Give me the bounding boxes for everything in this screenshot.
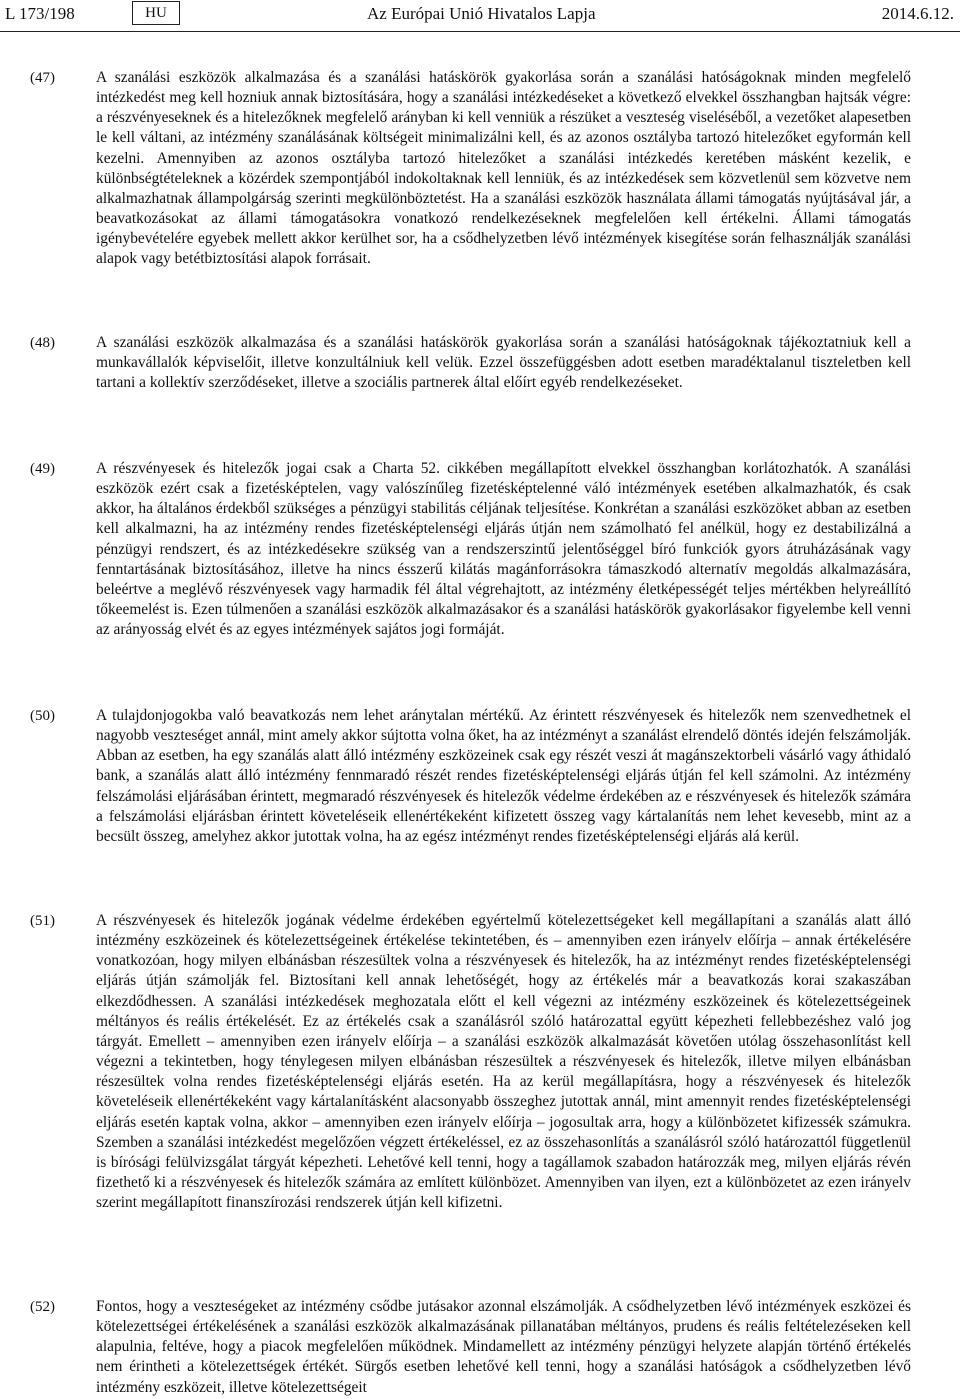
recital-number: (50): [30, 708, 55, 724]
recital-number: (49): [30, 461, 55, 477]
recital-number: (48): [30, 335, 55, 351]
recital-text: A részvényesek és hitelezők jogai csak a Charta 52. cikkében megállapított elvekkel összhangban korlátozhatók. A szanálási eszközök ezért csak a fizetésképtelen, vagy valószínűleg fizetésképtelenné váló intézmények esetében alkalmazhatók, és csak akkor, ha általános érdekből szükséges a pénzügyi stabilitás céljának teljesítése. Konkrétan a szanálási eszközöket abban az esetben kell alkalmazni, ha az intézmény rendes fizetésképtelenségi eljárás útján nem számolható fel anélkül, hogy ez destabilizálná a pénzügyi rendszert, és az intézkedésekre szükség van a rendszerszintű jelentőséggel bíró funkciók gyors átruházásának vagy fenntartásának biztosításához, illetve ha nincs ésszerű kilátás magánforrásokra támaszkodó alternatív megoldás alkalmazására, beleértve a meglévő részvényesek vagy harmadik fél által végrehajtott, az intézmény életképességét teljes mértékben helyreállító tőkeemelést is. Ezen túlmenően a szanálási eszközök alkalmazásakor és a szanálási hatáskörök gyakorlásakor figyelembe kell venni az arányosság elvét és az egyes intézmények sajátos jogi formáját.: [96, 460, 911, 639]
header-rule: [0, 31, 960, 32]
recital-text: A szanálási eszközök alkalmazása és a szanálási hatáskörök gyakorlása során a szanálási hatóságoknak minden megfelelő intézkedést meg kell hozniuk annak biztosítására, hogy a szanálási intézkedéseket a következő elvekkel összhangban hajtsák végre: a részvényeseknek és a hitelezőknek megfelelő arányban ki kell venniük a részüket a veszteség viseléséből, a vezetőket alapesetben le kell váltani, az intézmény szanálásának költségeit minimalizálni kell, és az azonos osztályba tartozó hitelezőket egyformán kell kezelni. Amennyiben az azonos osztályba tartozó hitelezőket a szanálási intézkedés keretében másként kezelik, e különbségtételeknek a közérdek szempontjából indokoltaknak kell lenniük, és az intézkedések sem közvetlenül sem közvetve nem alkalmazhatnak állampolgárság szerinti megkülönböztetést. Ha a szanálási eszközök használata állami támogatás nyújtásával jár, a beavatkozásokat az állami támogatásokra vonatkozó rendelkezéseknek megfelelően kell értékelni. Állami támogatás igénybevételére egyebek mellett akkor kerülhet sor, ha a csődhelyzetben lévő intézmények kisegítése során felhasználják szanálási alapok vagy betétbiztosítási alapok forrásait.: [96, 69, 911, 268]
recital-text: Fontos, hogy a veszteségeket az intézmény csődbe jutásakor azonnal elszámolják. A csődhelyzetben lévő intézmények eszközei és kötelezettségei értékelésének a szanálási eszközök alkalmazásának pillanatában méltányos, prudens és reális feltételezéseken kell alapulnia, feltéve, hogy a piacok megfelelően működnek. Mindamellett az intézmény pénzügyi helyzete alapján történő értékelés nem érintheti a kötelezettségek értékét. Sürgős esetben lehetővé kell tenni, hogy a szanálási hatóságok a csődhelyzetben lévő intézmény eszközeit, illetve kötelezettségeit: [96, 1298, 911, 1396]
journal-title: Az Európai Unió Hivatalos Lapja: [367, 4, 596, 23]
language-code-box: HU: [132, 1, 180, 25]
recital-number: (52): [30, 1299, 55, 1315]
recital-text: A szanálási eszközök alkalmazása és a szanálási hatáskörök gyakorlása során a szanálási hatóságoknak tájékoztatniuk kell a munkavállalók képviselőit, illetve konzultálniuk kell velük. Ezzel összefüggésben adott esetben maradéktalanul tiszteletben kell tartani a kollektív szerződéseket, illetve a szociális partnerek által előírt egyéb rendelkezéseket.: [96, 334, 911, 392]
recital-text: A részvényesek és hitelezők jogának védelme érdekében egyértelmű kötelezettségeket kell megállapítani a szanálás alatt álló intézmény eszközeinek és kötelezettségeinek értékelése tekintetében, és – amennyiben ezen irányelv előírja – annak értékelésére vonatkozóan, hogy milyen elbánásban részesültek volna a részvényesek és hitelezők, ha az intézményt rendes fizetésképtelenségi eljárás útján számolják fel. Biztosítani kell annak lehetőségét, hogy az értékelés már a beavatkozás korai szakaszában elkezdődhessen. A szanálási intézkedések meghozatala előtt el kell végezni az intézmény eszközeinek és kötelezettségeinek méltányos és reális értékelését. Ez az értékelés csak a szanálásról szóló határozattal együtt képezheti fellebbezéshez való jog tárgyát. Emellett – amennyiben ezen irányelv előírja – a szanálási eszközök alkalmazását követően utólag összehasonlítást kell végezni a tekintetben, hogy ténylegesen milyen elbánásban részesültek a részvényesek és hitelezők, illetve milyen elbánásban részesültek volna rendes fizetésképtelenségi eljárás esetén. Ha az kerül megállapításra, hogy a részvényesek és hitelezők követeléseik ellenértékeként vagy kártalanításként alacsonyabb összeghez jutottak annál, mint amennyit rendes fizetésképtelenségi eljárás esetén kaptak volna, akkor – amennyiben ezen irányelv előírja – jogosultak arra, hogy a különbözetet kifizessék számukra. Szemben a szanálási intézkedést megelőzően végzett értékeléssel, ez az összehasonlítás a szanálásról szóló határozattól függetlenül is bírósági felülvizsgálat tárgyát képezheti. Lehetővé kell tenni, hogy a tagállamok szabadon határozzák meg, milyen eljárás révén fizethető ki a részvényesek és hitelezők számára az említett különbözet. Amennyiben van ilyen, ezt a különbözetet az ezen irányelv szerint megállapított finanszírozási rendszerek útján kell kifizetni.: [96, 912, 911, 1212]
page-reference: L 173/198: [5, 4, 75, 23]
recital-number: (51): [30, 913, 55, 929]
publication-date: 2014.6.12.: [881, 4, 954, 23]
page-header: [0, 0, 960, 30]
recital-number: (47): [30, 70, 55, 86]
recital-text: A tulajdonjogokba való beavatkozás nem lehet aránytalan mértékű. Az érintett részvényesek és hitelezők nem szenvedhetnek el nagyobb veszteséget annál, mint amely akkor sújtotta volna őket, ha az intézményt a szanálást elrendelő döntés idején felszámolják. Abban az esetben, ha egy szanálás alatt álló intézmény eszközeinek csak egy részét veszi át magánszektorbeli vásárló vagy áthidaló bank, a szanálás alatt álló intézmény fennmaradó részét rendes fizetésképtelenségi eljárás útján fel kell számolni. Az intézmény felszámolási eljárásában érintett, megmaradó részvényesek és hitelezők védelme érdekében az e részvényesek és hitelezők számára a felszámolási eljárásban érintett követeléseik ellenértékeként kifizetett összeg vagy kártalanítás nem lehet kevesebb, mint az a becsült összeg, amelyhez akkor jutottak volna, ha az egész intézményt rendes fizetésképtelenségi eljárás alá kerül.: [96, 707, 911, 845]
